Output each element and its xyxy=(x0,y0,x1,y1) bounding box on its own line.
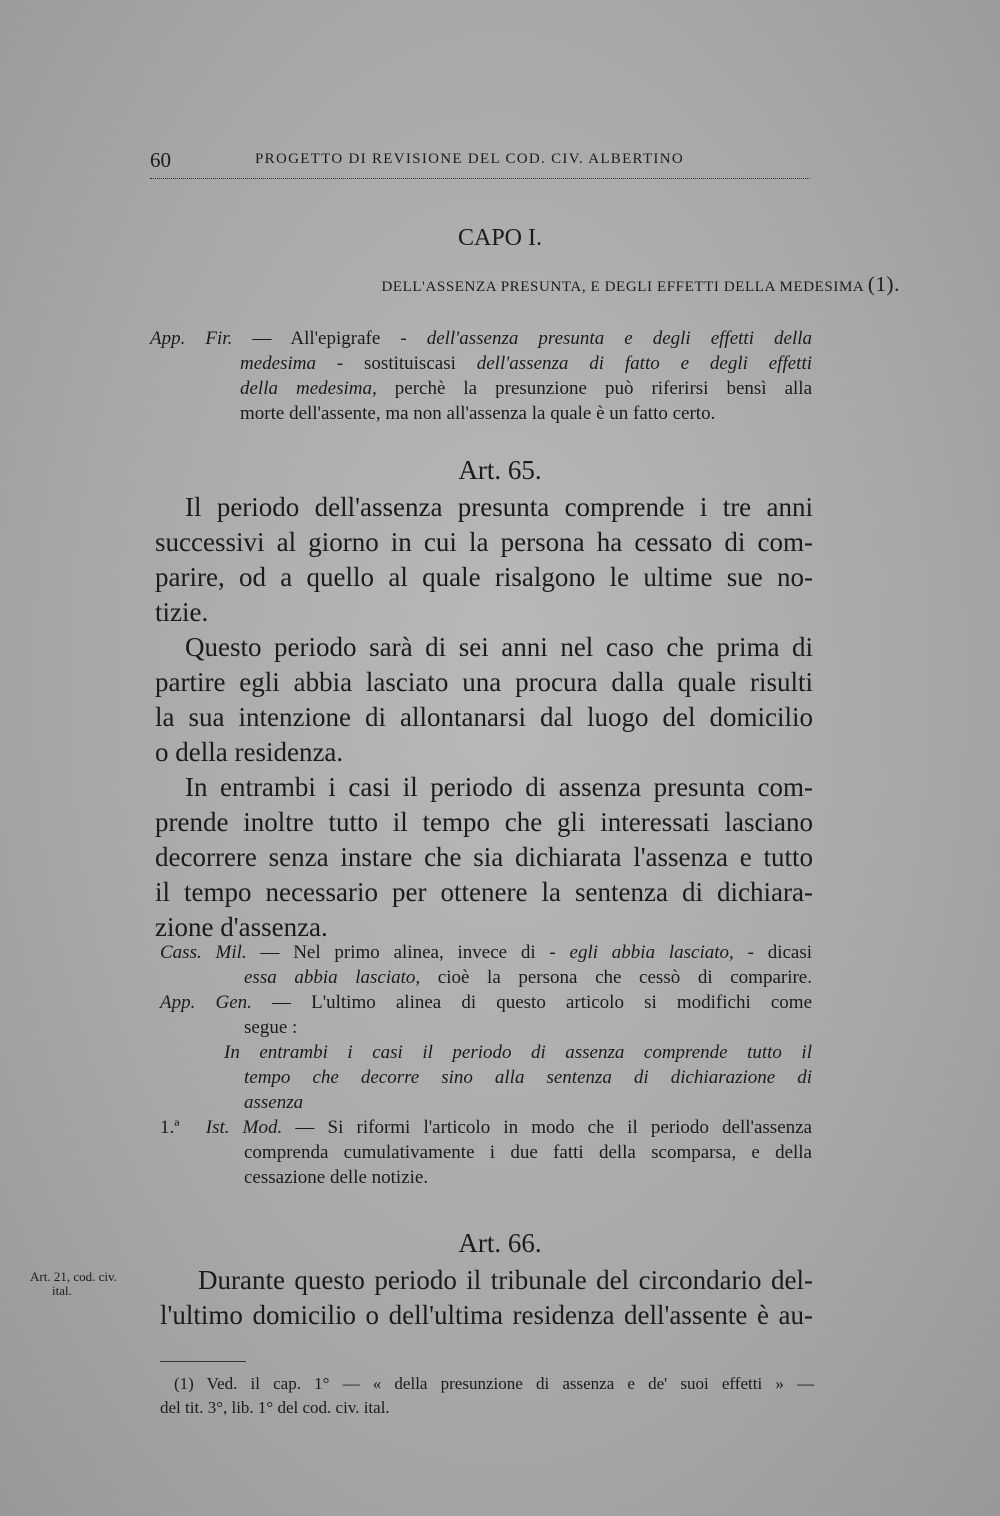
note-text-italic: dell'assenza presunta e degli effetti della xyxy=(426,328,813,349)
note-line: morte dell'assente, ma non all'assenza la quale è un fatto certo. xyxy=(240,403,716,424)
note-quote-line: In entrambi i casi il periodo di assenza comprende tutto il xyxy=(224,1042,812,1063)
note-text: — Si riformi l'articolo in modo che il periodo dell'assenza xyxy=(282,1117,812,1138)
footnote xyxy=(160,1372,814,1420)
margin-reference-line: ital. xyxy=(52,1283,72,1298)
footnote-line: (1) Ved. il cap. 1° — « della presunzione di assenza e de' suoi effetti » — xyxy=(174,1374,814,1393)
text-line: In entrambi i casi il periodo di assenza presunta com- xyxy=(185,772,813,802)
footnote-reference: (1). xyxy=(867,272,900,296)
chapter-subtitle xyxy=(0,272,900,297)
text-line: decorrere senza instare che sia dichiarata l'assenza e tutto xyxy=(155,842,813,872)
note-app-fir xyxy=(150,326,812,426)
note-text: - sostituiscasi xyxy=(315,353,477,374)
article-65-body xyxy=(155,490,813,945)
article-66-heading: Art. 66. xyxy=(458,1228,542,1258)
note-prefix: 1.ª xyxy=(160,1117,180,1138)
note-line: segue : xyxy=(244,1017,298,1038)
note-source: App. Fir. xyxy=(150,328,233,349)
note-line: cessazione delle notizie. xyxy=(244,1167,429,1188)
footnote-rule xyxy=(160,1361,246,1362)
text-line: Il periodo dell'assenza presunta comprende i tre anni xyxy=(185,492,813,522)
footnote-line: del tit. 3°, lib. 1° del cod. civ. ital. xyxy=(160,1398,390,1417)
text-line: zione d'assenza. xyxy=(155,912,328,942)
note-text: perchè la presunzione può riferirsi bensì alla xyxy=(376,378,812,399)
chapter-subtitle-text: DELL'ASSENZA PRESUNTA, E DEGLI EFFETTI DELLA MEDESIMA xyxy=(381,279,864,295)
text-line: Durante questo periodo il tribunale del circondario del- xyxy=(198,1265,813,1295)
note-line xyxy=(240,376,812,401)
note-text: cioè la persona che cessò di comparire. xyxy=(420,967,812,988)
note-text-italic: dell'assenza di fatto e degli effetti xyxy=(476,353,812,374)
note-text-italic: egli abbia lasciato, xyxy=(569,942,734,963)
text-line: parire, od a quello al quale risalgono le ultime sue no- xyxy=(155,562,813,592)
text-line: prende inoltre tutto il tempo che gli interessati lasciano xyxy=(155,807,813,837)
note-line: comprenda cumulativamente i due fatti della scomparsa, e della xyxy=(244,1142,812,1163)
chapter-title: CAPO I. xyxy=(457,225,542,251)
header-rule xyxy=(150,178,810,179)
note-text: — All'epigrafe - xyxy=(232,328,427,349)
note-line xyxy=(244,965,812,990)
article-65-notes xyxy=(160,940,812,1190)
margin-reference xyxy=(30,1270,117,1298)
running-title: PROGETTO DI REVISIONE DEL COD. CIV. ALBERTINO xyxy=(255,151,684,167)
note-text-italic: medesima xyxy=(240,353,316,374)
text-line: Questo periodo sarà di sei anni nel caso che prima di xyxy=(185,632,813,662)
note-source: Cass. Mil. xyxy=(160,942,247,963)
note-line xyxy=(160,990,812,1015)
note-source: Ist. Mod. xyxy=(205,1117,283,1138)
note-source: App. Gen. xyxy=(160,992,252,1013)
note-line xyxy=(160,1115,812,1140)
note-line xyxy=(160,940,812,965)
note-line xyxy=(240,351,812,376)
text-line: o della residenza. xyxy=(155,737,344,767)
margin-reference-line: Art. 21, cod. civ. xyxy=(30,1269,117,1284)
article-65-heading: Art. 65. xyxy=(458,455,542,485)
note-text-italic: essa abbia lasciato, xyxy=(244,967,421,988)
article-66-body xyxy=(160,1263,813,1333)
note-line xyxy=(150,326,812,351)
text-line: successivi al giorno in cui la persona ha cessato di com- xyxy=(155,527,813,557)
note-text-italic: della medesima, xyxy=(240,378,377,399)
text-line: tizie. xyxy=(155,597,209,627)
text-line: il tempo necessario per ottenere la sentenza di dichiara- xyxy=(155,877,813,907)
note-quote-line: tempo che decorre sino alla sentenza di dichiarazione di xyxy=(244,1067,812,1088)
note-text: — Nel primo alinea, invece di - xyxy=(246,942,570,963)
note-text: - dicasi xyxy=(733,942,813,963)
note-quote-line: assenza xyxy=(244,1092,304,1113)
text-line: la sua intenzione di allontanarsi dal luogo del domicilio xyxy=(155,702,813,732)
note-text: — L'ultimo alinea di questo articolo si modifichi come xyxy=(251,992,812,1013)
text-line: partire egli abbia lasciato una procura dalla quale risulti xyxy=(155,667,813,697)
page-number: 60 xyxy=(150,148,171,172)
text-line: l'ultimo domicilio o dell'ultima residenza dell'assente è au- xyxy=(160,1300,813,1330)
